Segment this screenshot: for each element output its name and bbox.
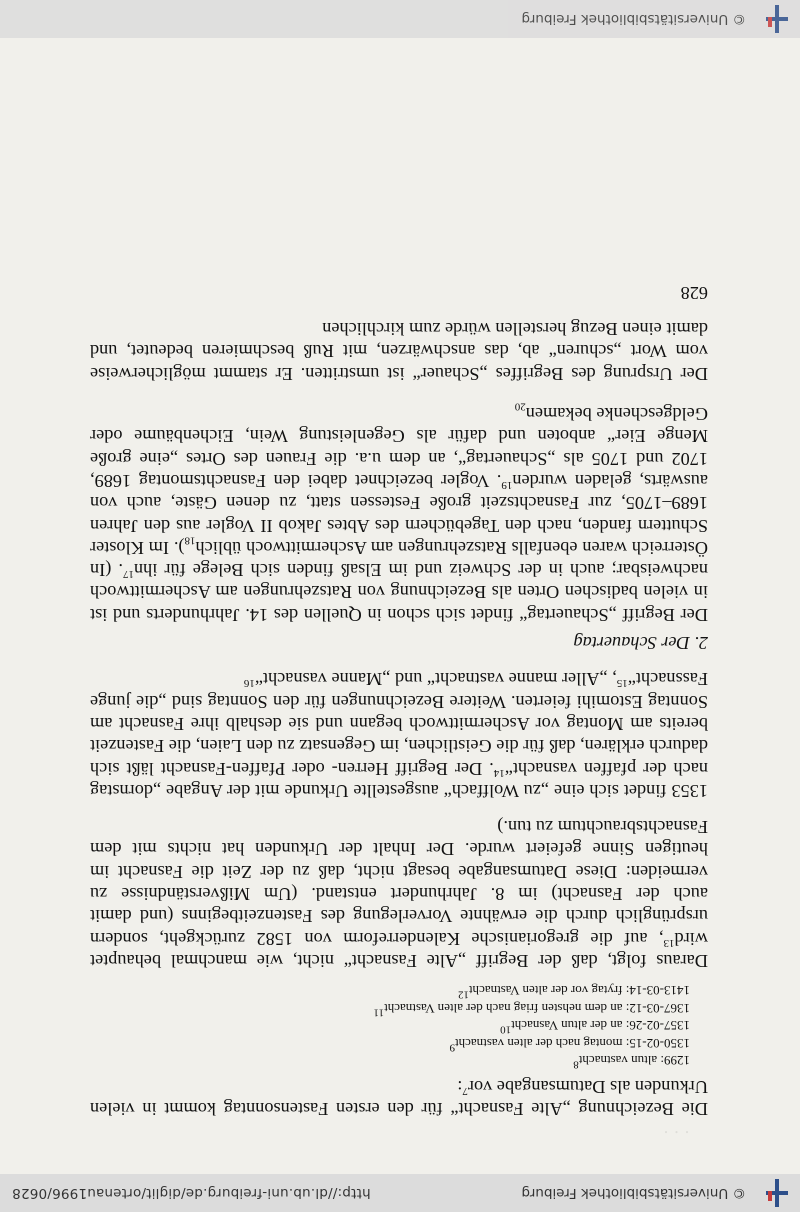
document-body [90,282,708,1120]
paragraph-2: Daraus folgt, daß der Begriff „Alte Fasnacht“ nicht, wie manchmal behauptet wird$^{13}$, auf die gregorianische Kalenderreform von 1582 zurückgeht, sondern ursprünglich durch die erwähnte Vorverlegung des Fastenzeitbeginns (und damit auch der Fasnacht) im 8. Jahrhundert entstand. (Um Mißverständnisse zu vermeiden: Diese Datumsangabe besagt nicht, daß zu der Zeit die Fasnacht im heutigen Sinne gefeiert wurde. Der Inhalt der Urkunden hat nichts mit dem Fasnachtsbrauchtum zu tun.) [90,817,708,971]
paragraph-5: Der Ursprung des Begriffes „Schauer“ ist umstritten. Er stammt möglicherweise vom Wort „schuren“ ab, das anschwärzen, mit Ruß beschmieren bedeutet, und damit einen Bezug herstellen würde zum kirchlichen [90,319,708,384]
source-url[interactable]: http://dl.ub.uni-freiburg.de/diglit/ortenau1996/0628 [12,1185,371,1201]
list-item: 1367-03-12: an dem nehsten friag nach der alten Vastnacht$^{11}$ [373,1000,690,1019]
library-logo-icon [760,5,794,33]
page-number: 628 [680,282,708,303]
list-item: 1350-02-15: montag nach der alten vastnacht$^9$ [449,1035,690,1054]
copyright-notice: © Universitätsbibliothek Freiburg [521,1185,746,1201]
paragraph-1: Die Bezeichnung „Alte Fasnacht“ für den ersten Fastensonntag kommt in vielen Urkunden als Datumsangabe vor$^7$: [90,1076,708,1119]
library-logo-icon [760,1179,794,1207]
list-item: 1299: altun vastnacht$^8$ [573,1053,690,1071]
copyright-notice: © Universitätsbibliothek Freiburg [521,11,746,27]
date-list [90,982,690,1070]
paragraph-4: Der Begriff „Schauertag“ findet sich schon in Quellen des 14. Jahrhunderts und ist in vielen badischen Orten als Bezeichnung von Ratszehrungen am Aschermittwoch nachweisbar; auch in der Schweiz und im Elsaß finden sich Belege für ihn$^{17}$. (In Österreich waren ebenfalls Ratszehrungen am Aschermittwoch üblich$_{18}$). Im Kloster Schuttern fanden, nach den Tagebüchern des Abtes Jakob II Vogler aus den Jahren 1689–1705, zur Fasnachtszeit große Festessen statt, zu denen Gäste, auch von auswärts, geladen wurden$^{19}$. Vogler bezeichnet dabei den Fasnachtsmontag 1689, 1702 und 1705 als „Schauertag“, an dem u.a. die Frauen des Ortes „eine große Menge Eier“ anboten und dafür als Gegenleistung Wein, Eichenbäume oder Geldgeschenke bekamen$_{20}$ [90,400,708,625]
list-item: 1413-03-14: frytag vor der alten Vastnacht$^{12}$ [457,983,690,1001]
library-footer-bar [0,0,800,38]
library-header-bar [0,1174,800,1212]
section-heading: 2. Der Schauertag [573,633,708,654]
paragraph-3: 1353 findet sich eine „zu Wolffach“ ausgestellte Urkunde mit der Angabe „dornstag nach der pfaffen vasnacht“$^{14}$. Der Begriff Herren- oder Pfaffen-Fasnacht läßt sich dadurch erklären, daß für die Geistlichen, im Gegensatz zu den Laien, die Fastenzeit bereits am Montag vor Aschermittwoch begann und sie deshalb ihre Fasnacht am Sonntag Estomihi feierten. Weitere Bezeichnungen für den Sonntag sind „die junge Fassnacht“$^{15}$, „Aller manne vastnacht“ und „Manne vasnacht“$^{16}$ [89,669,708,801]
list-item: 1357-02-26: an der altun Vasnacht$^{10}$ [500,1018,690,1036]
show-through-text: · · · [663,1122,690,1142]
